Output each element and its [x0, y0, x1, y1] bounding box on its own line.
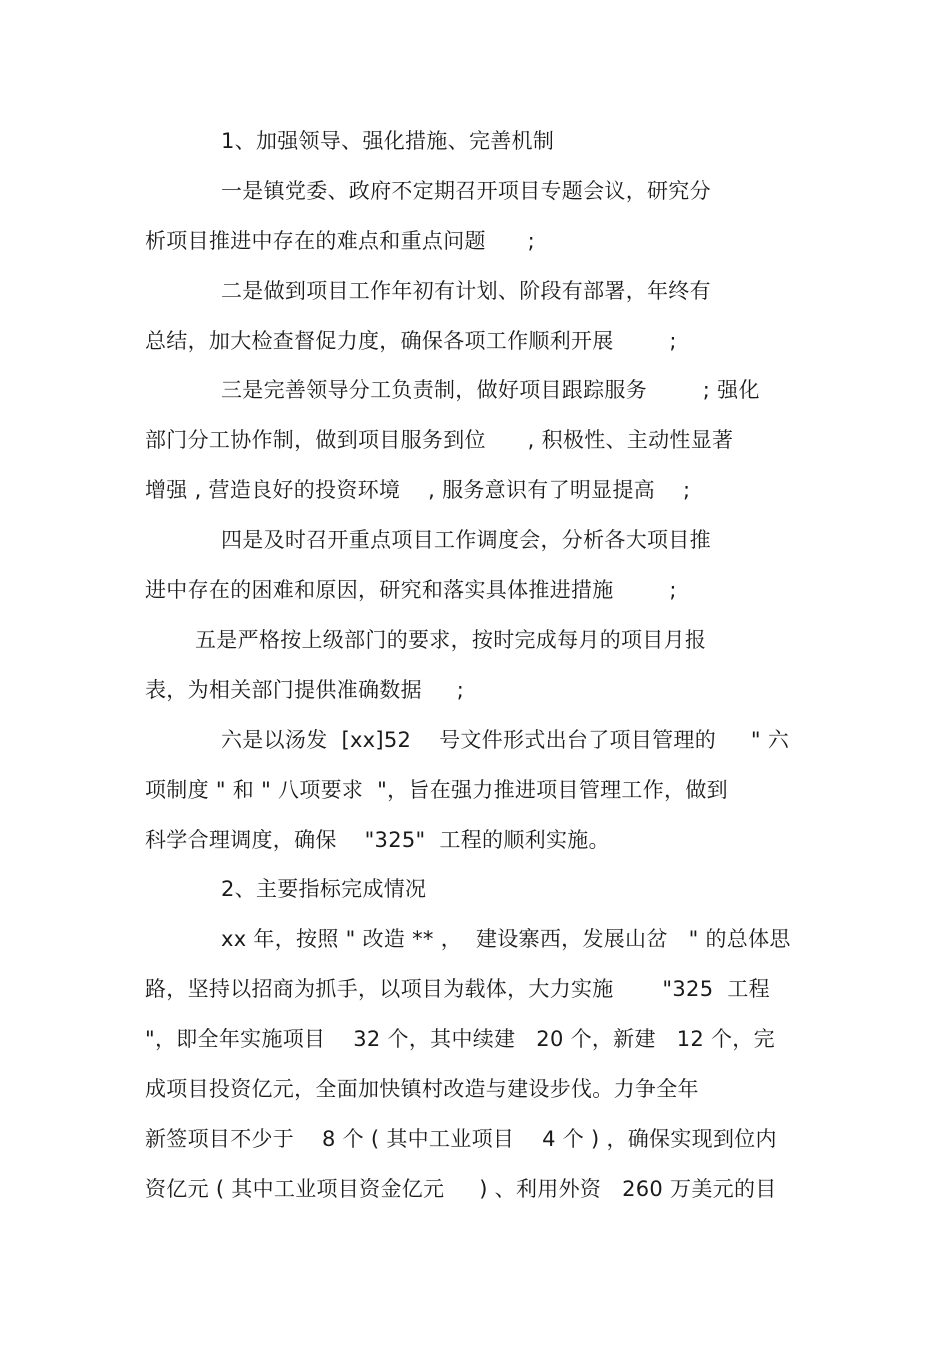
paragraph-line: 四是及时召开重点项目工作调度会，分析各大项目推	[221, 528, 711, 552]
paragraph-line: 进中存在的困难和原因，研究和落实具体推进措施 ;	[145, 578, 677, 602]
paragraph-line: 总结，加大检查督促力度，确保各项工作顺利开展 ;	[145, 329, 677, 353]
paragraph-line: 二是做到项目工作年初有计划、阶段有部署，年终有	[221, 279, 711, 303]
paragraph-line: 六是以汤发 [xx]52 号文件形式出台了项目管理的 " 六	[221, 728, 790, 752]
paragraph-line: 增强 , 营造良好的投资环境 , 服务意识有了明显提高 ;	[145, 478, 691, 502]
paragraph-line: 五是严格按上级部门的要求，按时完成每月的项目月报	[195, 628, 707, 652]
paragraph-line: 三是完善领导分工负责制，做好项目跟踪服务 ; 强化	[221, 378, 760, 402]
paragraph-line: 路，坚持以招商为抓手，以项目为载体，大力实施 "325 工程	[145, 977, 770, 1001]
paragraph-line: 部门分工协作制，做到项目服务到位 , 积极性、主动性显著	[145, 428, 734, 452]
section-heading-1: 1、加强领导、强化措施、完善机制	[221, 129, 555, 153]
paragraph-line: 成项目投资亿元，全面加快镇村改造与建设步伐。力争全年	[145, 1077, 699, 1101]
paragraph-line: 项制度 " 和 " 八项要求 "，旨在强力推进项目管理工作，做到	[145, 778, 728, 802]
paragraph-line: 表，为相关部门提供准确数据 ;	[145, 678, 465, 702]
paragraph-line: 新签项目不少于 8 个 ( 其中工业项目 4 个 ) ，确保实现到位内	[145, 1127, 777, 1151]
paragraph-line: 资亿元 ( 其中工业项目资金亿元 ) 、利用外资 260 万美元的目	[145, 1177, 777, 1201]
paragraph-line: 析项目推进中存在的难点和重点问题 ;	[145, 229, 536, 253]
paragraph-line: 科学合理调度，确保 "325" 工程的顺利实施。	[145, 828, 610, 852]
section-heading-2: 2、主要指标完成情况	[221, 877, 427, 901]
paragraph-line: 一是镇党委、政府不定期召开项目专题会议，研究分	[221, 179, 711, 203]
paragraph-line: xx 年，按照 " 改造 ** ， 建设寨西，发展山岔 " 的总体思	[221, 927, 791, 951]
paragraph-line: "，即全年实施项目 32 个，其中续建 20 个，新建 12 个，完	[145, 1027, 775, 1051]
